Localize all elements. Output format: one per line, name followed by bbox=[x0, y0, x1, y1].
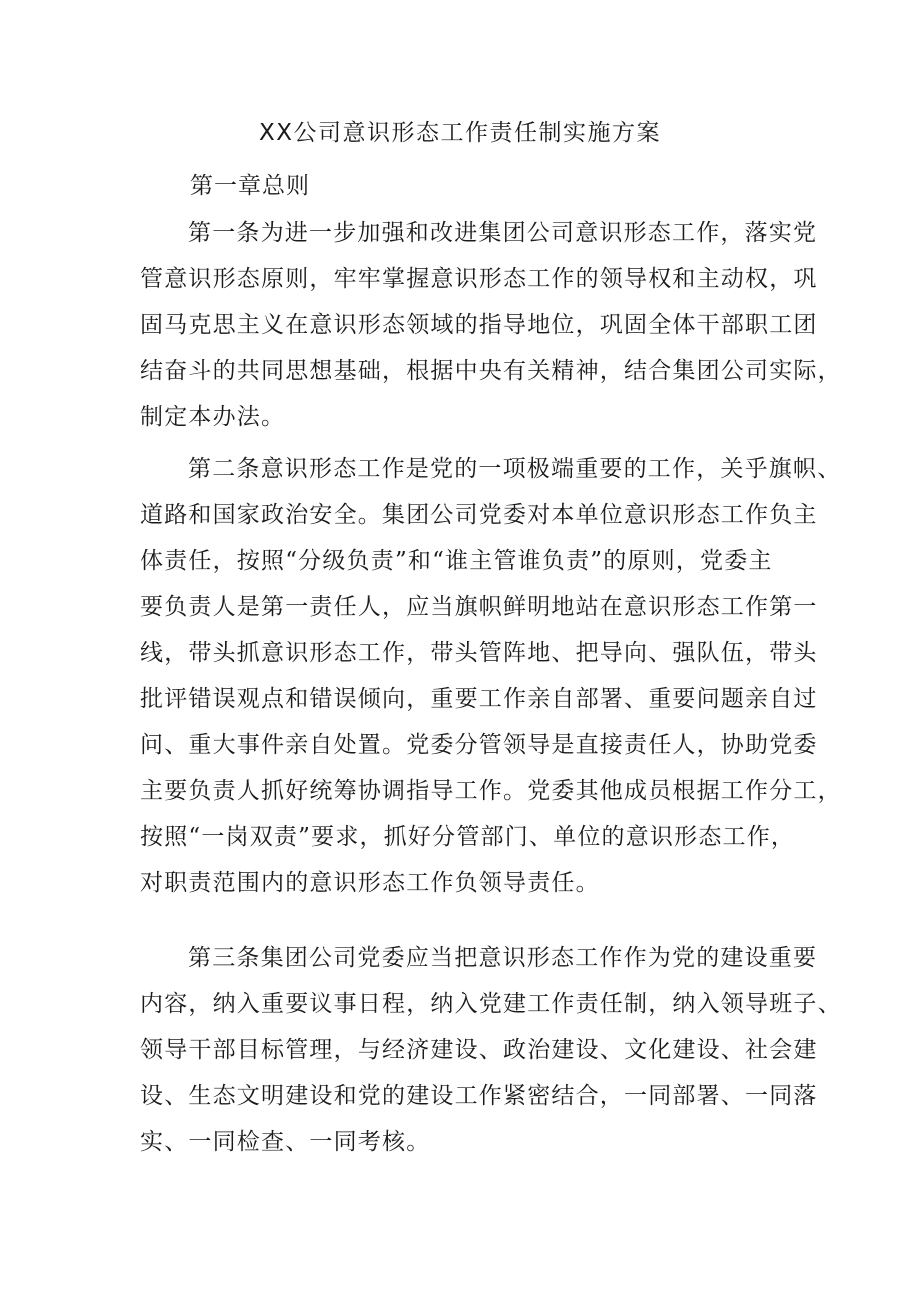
paragraph-line: 第三条集团公司党委应当把意识形态工作作为党的建设重要 bbox=[188, 945, 818, 971]
paragraph-line: 内容，纳入重要议事日程，纳入党建工作责任制，纳入领导班子、 bbox=[140, 991, 842, 1017]
paragraph-line: 实、一同检查、一同考核。 bbox=[140, 1129, 431, 1155]
paragraph-line: 第一条为进一步加强和改进集团公司意识形态工作，落实党 bbox=[188, 220, 818, 246]
paragraph-line: 要负责人是第一责任人，应当旗帜鲜明地站在意识形态工作第一 bbox=[140, 594, 818, 620]
paragraph-line: 设、生态文明建设和党的建设工作紧密结合，一同部署、一同落 bbox=[140, 1083, 818, 1109]
paragraph-line: 体责任，按照“分级负责”和“谁主管谁负责”的原则，党委主 bbox=[140, 548, 773, 574]
paragraph-line: 第二条意识形态工作是党的一项极端重要的工作，关乎旗帜、 bbox=[188, 456, 842, 482]
paragraph-line: 制定本办法。 bbox=[140, 404, 286, 430]
chapter-heading: 第一章总则 bbox=[190, 173, 310, 199]
paragraph-line: 线，带头抓意识形态工作，带头管阵地、把导向、强队伍，带头 bbox=[140, 640, 818, 666]
paragraph-line: 批评错误观点和错误倾向，重要工作亲自部署、重要问题亲自过 bbox=[140, 686, 818, 712]
paragraph-line: 管意识形态原则，牢牢掌握意识形态工作的领导权和主动权，巩 bbox=[140, 266, 818, 292]
paragraph-line: 问、重大事件亲自处置。党委分管领导是直接责任人，协助党委 bbox=[140, 732, 818, 758]
paragraph-line: 对职责范围内的意识形态工作负领导责任。 bbox=[140, 870, 600, 896]
paragraph-line: 按照“一岗双责”要求，抓好分管部门、单位的意识形态工作， bbox=[140, 824, 796, 850]
paragraph-line: 主要负责人抓好统筹协调指导工作。党委其他成员根据工作分工， bbox=[140, 778, 842, 804]
paragraph-line: 结奋斗的共同思想基础，根据中央有关精神，结合集团公司实际， bbox=[140, 358, 842, 384]
paragraph-line: 固马克思主义在意识形态领域的指导地位，巩固全体干部职工团 bbox=[140, 312, 818, 338]
paragraph-line: 道路和国家政治安全。集团公司党委对本单位意识形态工作负主 bbox=[140, 502, 818, 528]
article-1-paragraph bbox=[140, 210, 842, 440]
article-3-paragraph bbox=[140, 935, 842, 1165]
article-2-paragraph bbox=[140, 446, 842, 906]
document-title: XX公司意识形态工作责任制实施方案 bbox=[258, 120, 661, 146]
paragraph-line: 领导干部目标管理，与经济建设、政治建设、文化建设、社会建 bbox=[140, 1037, 818, 1063]
